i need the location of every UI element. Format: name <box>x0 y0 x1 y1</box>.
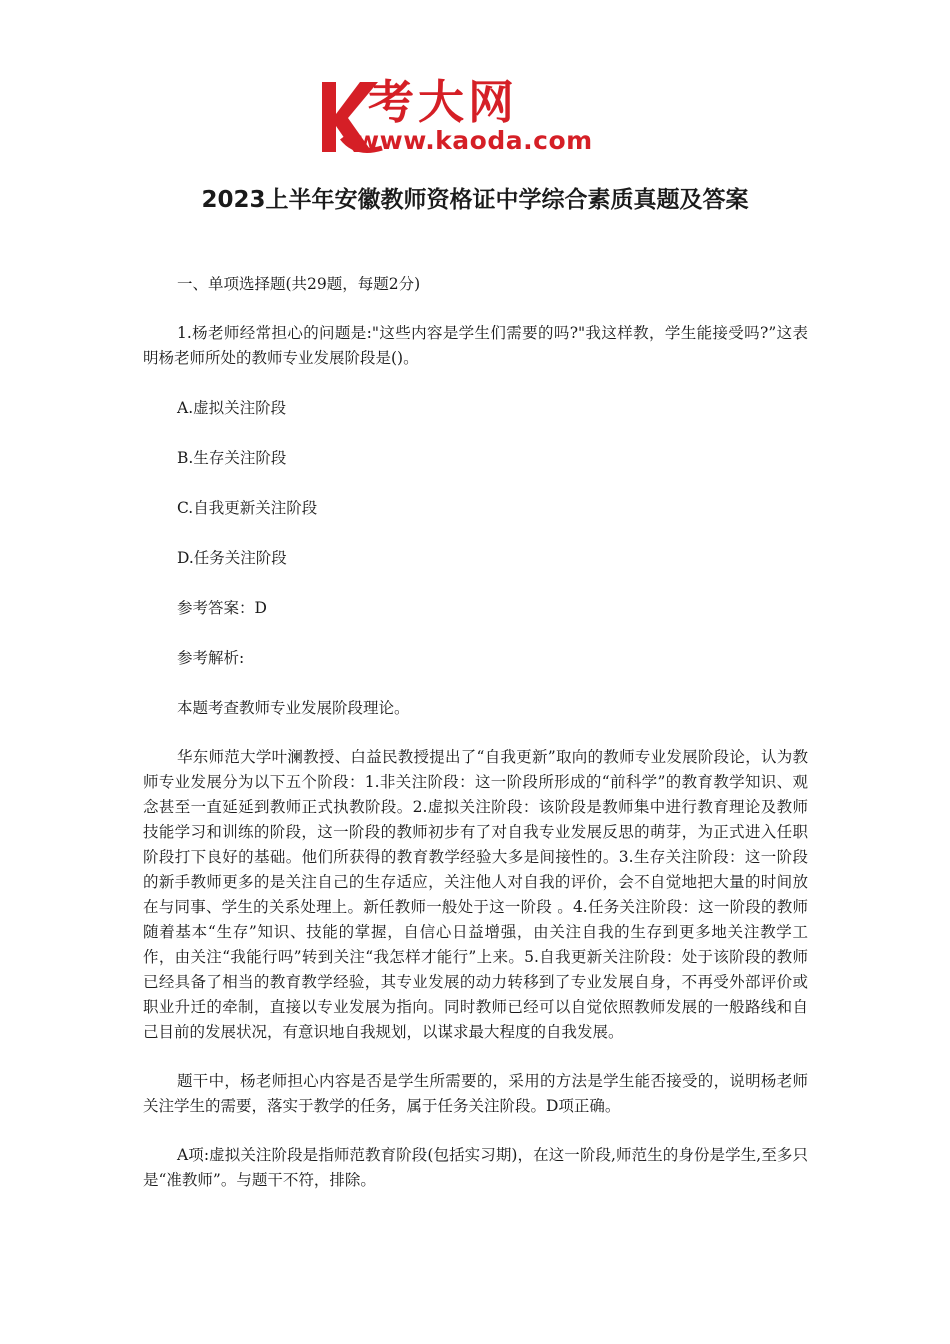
option-c: C.自我更新关注阶段 <box>177 499 318 517</box>
kaoda-logo <box>316 75 641 158</box>
answer-line: 参考答案：D <box>177 599 267 617</box>
logo-url-text: www.kaoda.com <box>356 126 593 155</box>
question-stem: 1.杨老师经常担心的问题是:"这些内容是学生们需要的吗?"我这样教，学生能接受吗?”这表明杨老师所处的教师专业发展阶段是()。 <box>143 324 808 367</box>
document-body <box>143 272 808 1217</box>
page-title: 2023上半年安徽教师资格证中学综合素质真题及答案 <box>201 187 749 213</box>
option-a: A.虚拟关注阶段 <box>177 399 287 417</box>
analysis-paragraph: 题干中，杨老师担心内容是否是学生所需要的，采用的方法是学生能否接受的，说明杨老师关注学生的需要，落实于教学的任务，属于任务关注阶段。D项正确。 <box>143 1072 808 1115</box>
option-d: D.任务关注阶段 <box>177 549 287 567</box>
analysis-paragraph: 本题考查教师专业发展阶段理论。 <box>177 699 410 717</box>
analysis-paragraph: A项:虚拟关注阶段是指师范教育阶段(包括实习期)，在这一阶段,师范生的身份是学生,至多只是“准教师”。与题干不符，排除。 <box>143 1146 808 1189</box>
logo-chinese-text: 考大网 <box>368 75 518 129</box>
section-heading: 一、单项选择题(共29题，每题2分) <box>177 275 421 293</box>
analysis-paragraph: 华东师范大学叶澜教授、白益民教授提出了“自我更新”取向的教师专业发展阶段论，认为教师专业发展分为以下五个阶段：1.非关注阶段：这一阶段所形成的“前科学”的教育教学知识、观念甚至一直延延到教师正式执教阶段。2.虚拟关注阶段：该阶段是教师集中进行教育理论及教师技能学习和训练的阶段，这一阶段的教师初步有了对自我专业发展反思的萌芽，为正式进入任职阶段打下良好的基础。他们所获得的教育教学经验大多是间接性的。3.生存关注阶段：这一阶段的新手教师更多的是关注自己的生存适应，关注他人对自我的评价，会不自觉地把大量的时间放在与同事、学生的关系处理上。新任教师一般处于这一阶段 。4.任务关注阶段：这一阶段的教师随着基本“生存”知识、技能的掌握，自信心日益增强，由关注自我的生存到更多地关注教学工作，由关注“我能行吗”转到关注“我怎样才能行”上来。5.自我更新关注阶段：处于该阶段的教师已经具备了相当的教育教学经验，其专业发展的动力转移到了专业发展自身，不再受外部评价或职业升迁的牵制，直接以专业发展为指向。同时教师已经可以自觉依照教师发展的一般路线和自己目前的发展状况，有意识地自我规划，以谋求最大程度的自我发展。 <box>143 748 808 1041</box>
analysis-label: 参考解析: <box>177 649 245 667</box>
option-b: B.生存关注阶段 <box>177 449 287 467</box>
